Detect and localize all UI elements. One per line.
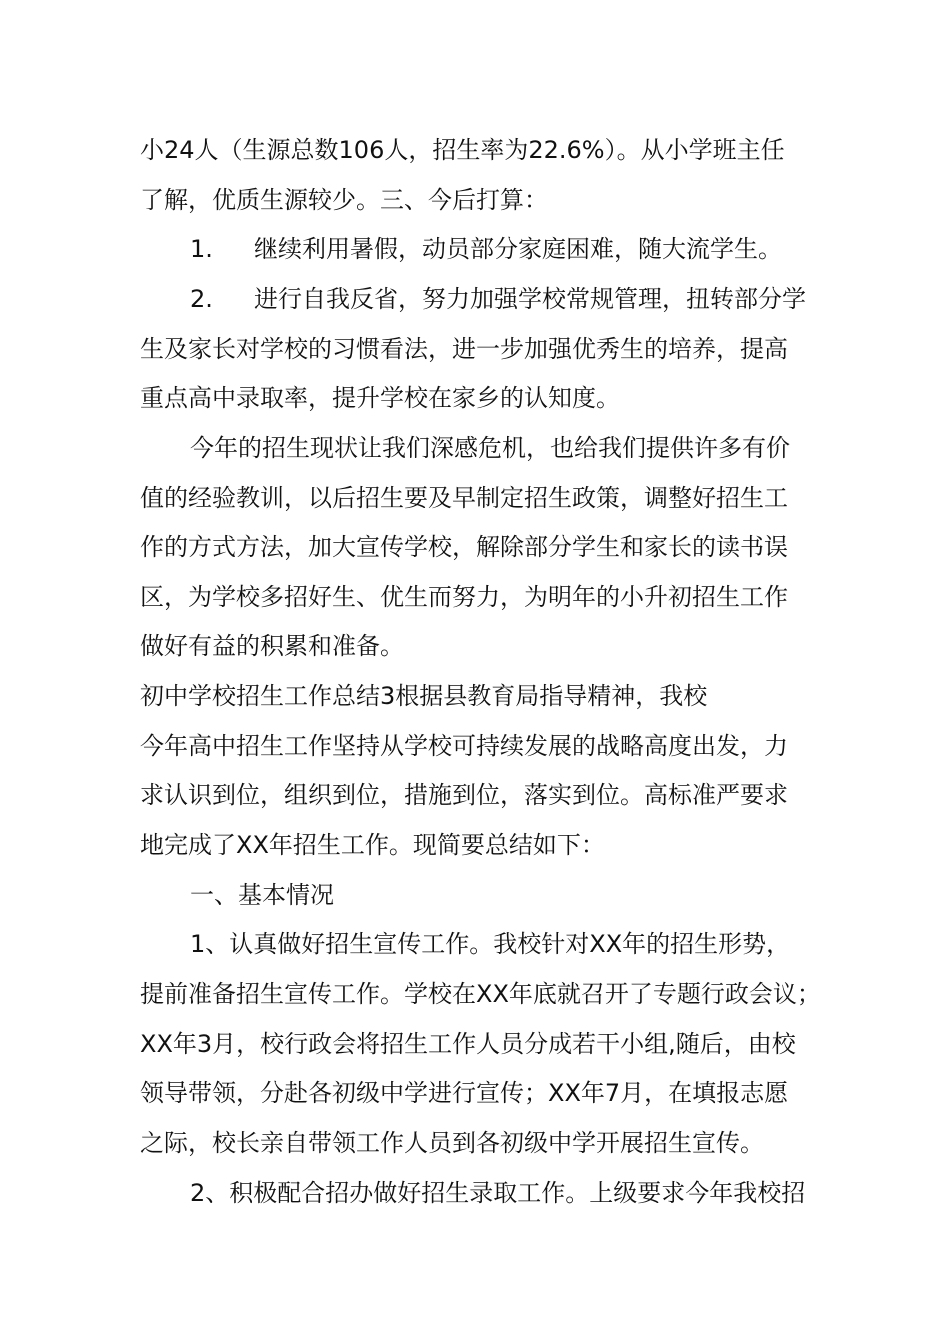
text-line: 2、积极配合招办做好招生录取工作。上级要求今年我校招	[190, 1179, 806, 1207]
text-line: 地完成了XX年招生工作。现简要总结如下：	[140, 831, 605, 859]
text-line: 值的经验教训，以后招生要及早制定招生政策，调整好招生工	[140, 484, 788, 512]
text-line: 生及家长对学校的习惯看法，进一步加强优秀生的培养，提高	[140, 335, 788, 363]
text-line: 今年的招生现状让我们深感危机，也给我们提供许多有价	[190, 434, 790, 462]
text-line: 之际，校长亲自带领工作人员到各初级中学开展招生宣传。	[140, 1129, 764, 1157]
text-line: 求认识到位，组织到位，措施到位，落实到位。高标准严要求	[140, 781, 788, 809]
text-line: 领导带领，分赴各初级中学进行宣传；XX年7月，在填报志愿	[140, 1079, 789, 1107]
subsection-heading: 一、基本情况	[190, 881, 334, 909]
text-line: 提前准备招生宣传工作。学校在XX年底就召开了专题行政会议；	[140, 980, 821, 1008]
text-line: 今年高中招生工作坚持从学校可持续发展的战略高度出发，力	[140, 732, 788, 760]
text-line: 区，为学校多招好生、优生而努力，为明年的小升初招生工作	[140, 583, 788, 611]
list-item	[190, 279, 806, 319]
list-number: 1.	[190, 235, 213, 263]
text-line: 作的方式方法，加大宣传学校，解除部分学生和家长的读书误	[140, 533, 788, 561]
text-line: XX年3月，校行政会将招生工作人员分成若干小组,随后，由校	[140, 1030, 796, 1058]
text-line: 了解，优质生源较少。三、今后打算：	[140, 186, 548, 214]
list-item	[190, 229, 782, 269]
text-line: 做好有益的积累和准备。	[140, 632, 404, 660]
text-line: 1、认真做好招生宣传工作。我校针对XX年的招生形势，	[190, 930, 791, 958]
section-heading: 初中学校招生工作总结3根据县教育局指导精神，我校	[140, 682, 708, 710]
list-item-text: 继续利用暑假，动员部分家庭困难，随大流学生。	[254, 235, 782, 263]
text-line: 小24人（生源总数106人，招生率为22.6%）。从小学班主任	[140, 136, 785, 164]
list-number: 2.	[190, 285, 213, 313]
list-item-text: 进行自我反省，努力加强学校常规管理，扭转部分学	[254, 285, 806, 313]
text-line: 重点高中录取率，提升学校在家乡的认知度。	[140, 384, 620, 412]
